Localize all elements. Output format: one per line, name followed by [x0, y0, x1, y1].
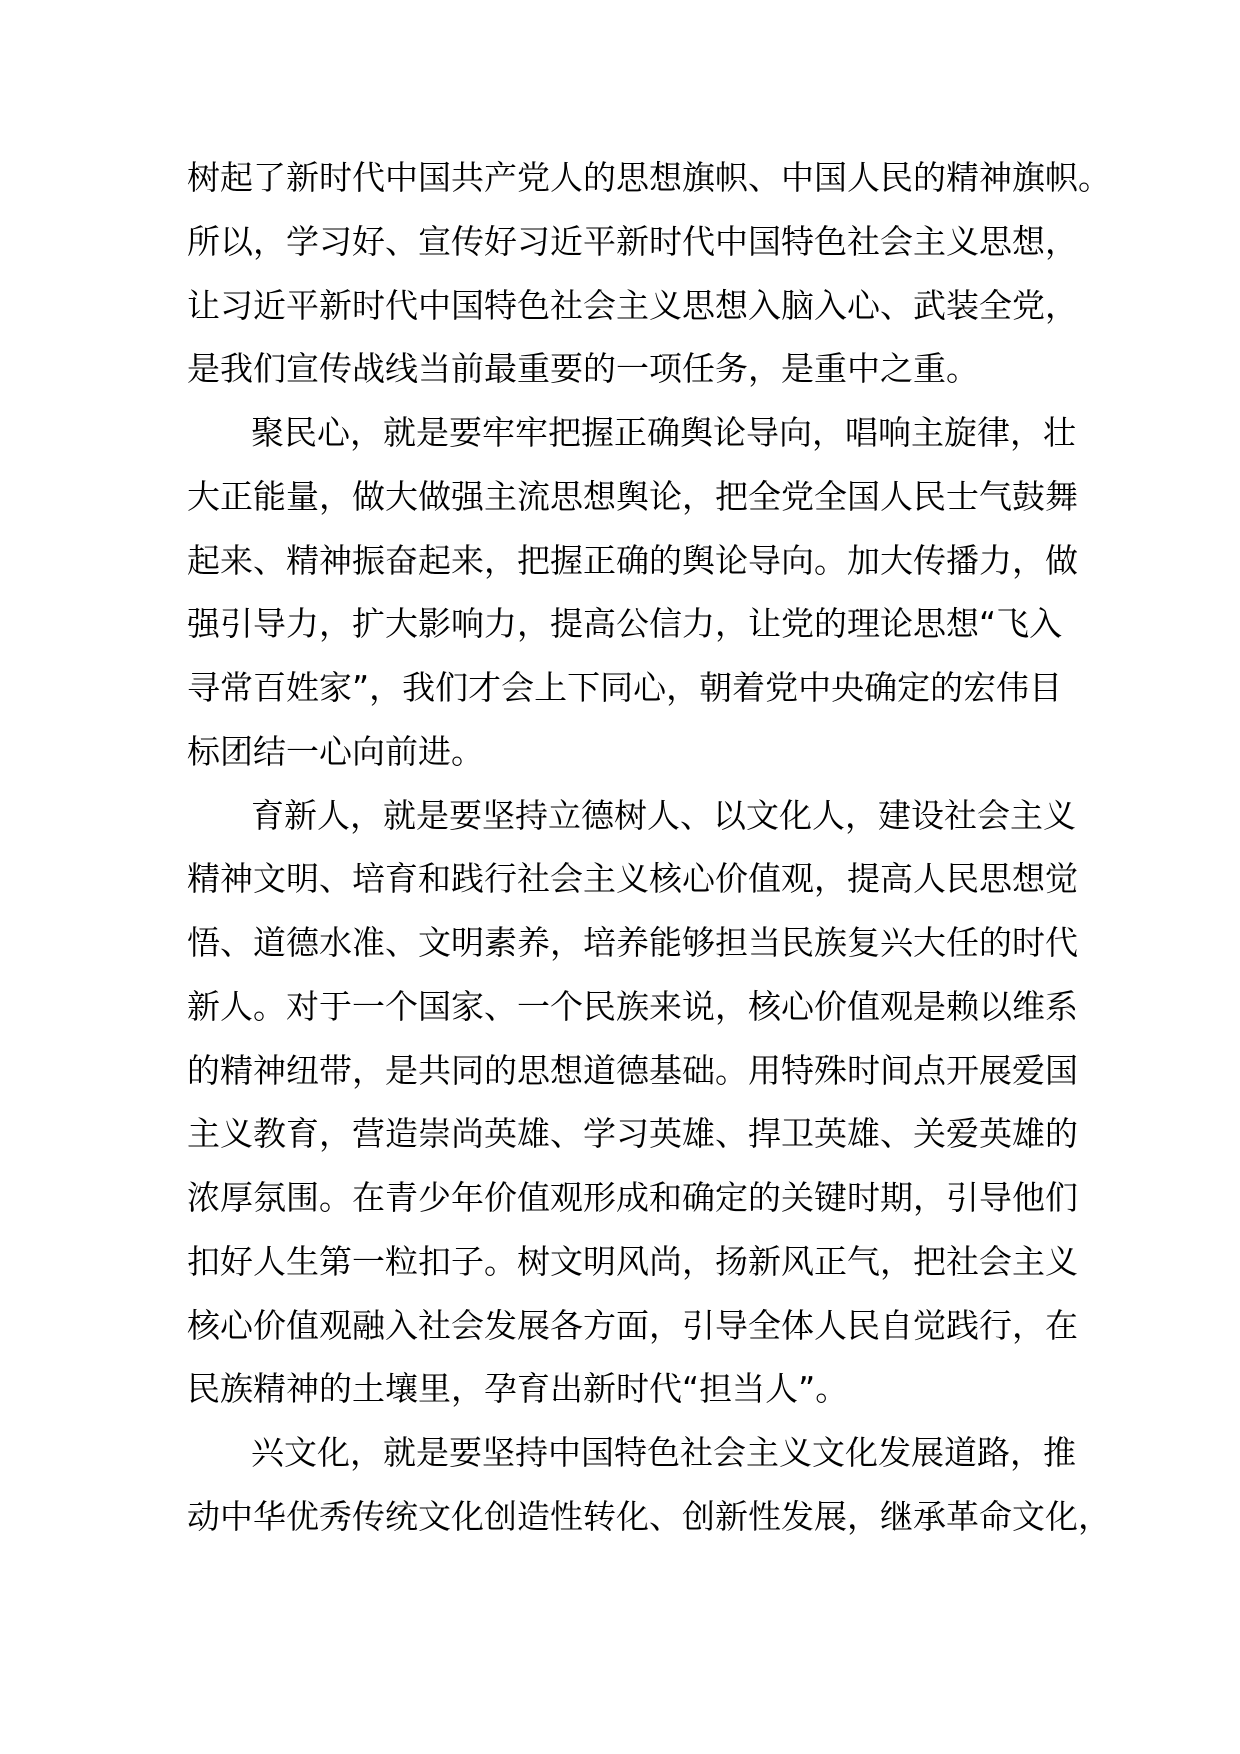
text-line: 动中华优秀传统文化创造性转化、创新性发展，继承革命文化， — [187, 1497, 1111, 1536]
paragraph-start-line: 育新人，就是要坚持立德树人、以文化人，建设社会主义 — [251, 796, 1076, 835]
text-line: 让习近平新时代中国特色社会主义思想入脑入心、武装全党， — [187, 286, 1078, 325]
text-line: 核心价值观融入社会发展各方面，引导全体人民自觉践行，在 — [187, 1306, 1078, 1345]
text-line: 标团结一心向前进。 — [187, 732, 484, 771]
text-line: 主义教育，营造崇尚英雄、学习英雄、捍卫英雄、关爱英雄的 — [187, 1114, 1078, 1153]
text-line: 的精神纽带，是共同的思想道德基础。用特殊时间点开展爱国 — [187, 1051, 1078, 1090]
paragraph-start-line: 聚民心，就是要牢牢把握正确舆论导向，唱响主旋律，壮 — [251, 413, 1076, 452]
text-line: 树起了新时代中国共产党人的思想旗帜、中国人民的精神旗帜。 — [187, 158, 1111, 197]
text-line: 扣好人生第一粒扣子。树文明风尚，扬新风正气，把社会主义 — [187, 1242, 1078, 1281]
text-line: 新人。对于一个国家、一个民族来说，核心价值观是赖以维系 — [187, 987, 1078, 1026]
text-line: 悟、道德水准、文明素养，培养能够担当民族复兴大任的时代 — [187, 923, 1078, 962]
text-line: 所以，学习好、宣传好习近平新时代中国特色社会主义思想， — [187, 222, 1078, 261]
text-line: 是我们宣传战线当前最重要的一项任务，是重中之重。 — [187, 349, 979, 388]
text-line: 强引导力，扩大影响力，提高公信力，让党的理论思想“飞入 — [187, 604, 1063, 643]
text-line: 大正能量，做大做强主流思想舆论，把全党全国人民士气鼓舞 — [187, 477, 1078, 516]
text-line: 起来、精神振奋起来，把握正确的舆论导向。加大传播力，做 — [187, 541, 1078, 580]
text-line: 寻常百姓家”，我们才会上下同心，朝着党中央确定的宏伟目 — [187, 668, 1063, 707]
text-line: 民族精神的土壤里，孕育出新时代“担当人”。 — [187, 1369, 849, 1408]
text-line: 精神文明、培育和践行社会主义核心价值观，提高人民思想觉 — [187, 859, 1078, 898]
text-line: 浓厚氛围。在青少年价值观形成和确定的关键时期，引导他们 — [187, 1178, 1078, 1217]
paragraph-start-line: 兴文化，就是要坚持中国特色社会主义文化发展道路，推 — [251, 1433, 1076, 1472]
